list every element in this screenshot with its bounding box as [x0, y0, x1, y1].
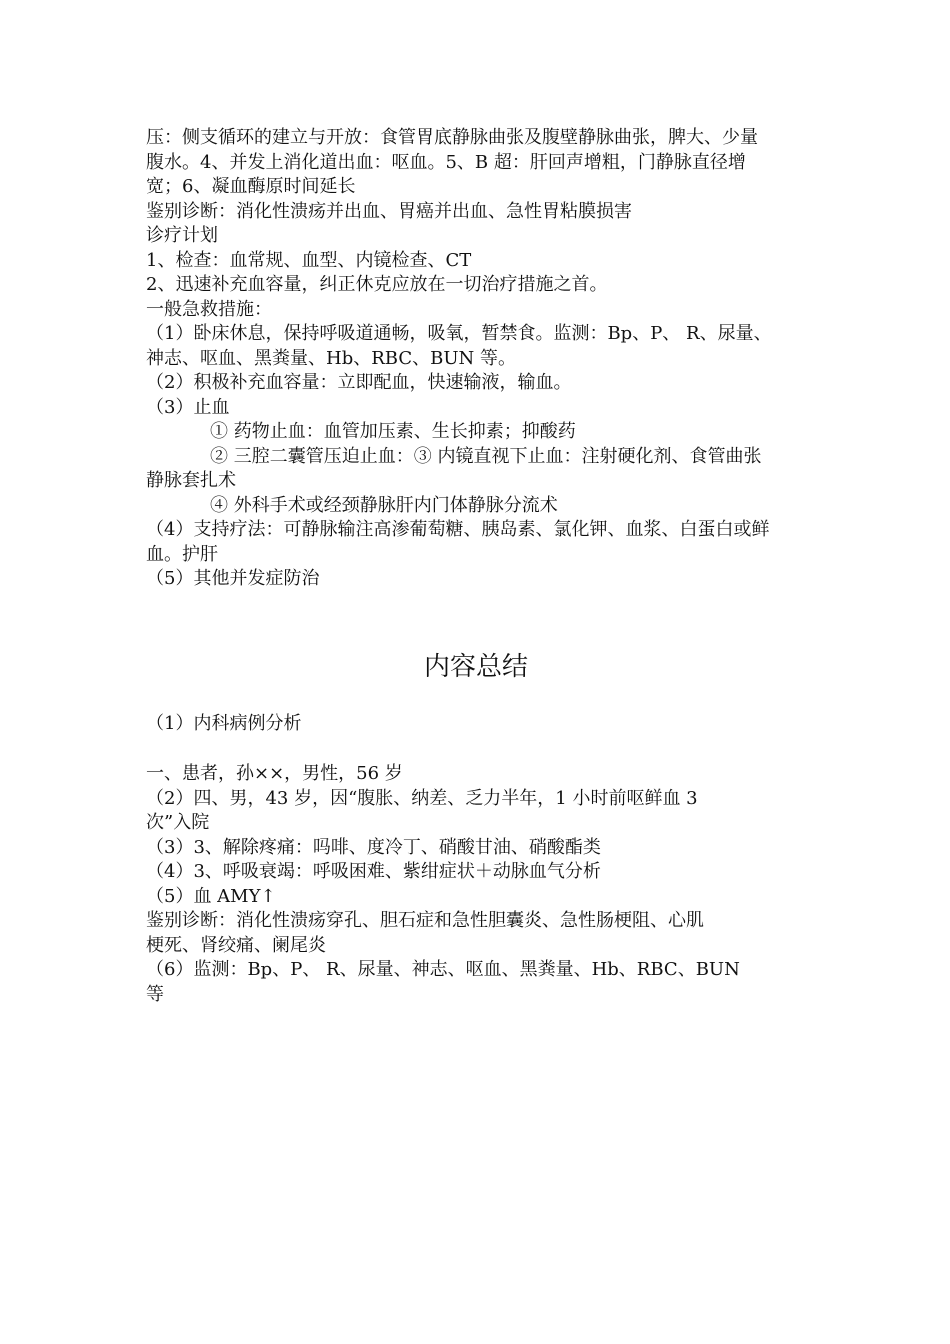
text-line: 血。护肝	[146, 543, 218, 565]
text-line: ② 三腔二囊管压迫止血：③ 内镜直视下止血：注射硬化剂、食管曲张	[210, 445, 762, 467]
text-line: ④ 外科手术或经颈静脉肝内门体静脉分流术	[210, 494, 558, 516]
text-line: （3）止血	[146, 396, 230, 418]
text-line: 静脉套扎术	[146, 470, 236, 491]
text-line: 鉴别诊断：消化性溃疡穿孔、胆石症和急性胆囊炎、急性肠梗阻、心肌	[146, 910, 704, 931]
document-page	[146, 126, 806, 1007]
text-line: （6）监测：Bp、P、 R、尿量、神志、呕血、黑粪量、Hb、RBC、BUN	[146, 959, 740, 980]
text-line: （2）积极补充血容量：立即配血，快速输液，输血。	[146, 372, 572, 393]
text-line: 1、检查：血常规、血型、内镜检查、CT	[146, 249, 472, 271]
text-line: 次”入院	[146, 812, 210, 833]
text-line: 鉴别诊断：消化性溃疡并出血、胃癌并出血、急性胃粘膜损害	[146, 200, 632, 222]
text-line: （2）四、男，43 岁，因“腹胀、纳差、乏力半年，1 小时前呕鲜血 3	[146, 787, 698, 809]
spacer	[146, 736, 806, 762]
text-line: 梗死、肾绞痛、阑尾炎	[146, 934, 326, 956]
text-line: 2、迅速补充血容量，纠正休克应放在一切治疗措施之首。	[146, 274, 608, 295]
text-line: 一、患者，孙××，男性，56 岁	[146, 763, 403, 784]
text-line: （4）3、呼吸衰竭：呼吸困难、紫绀症状＋动脉血气分析	[146, 861, 601, 882]
summary-section	[146, 762, 806, 1007]
summary-subheading: （1）内科病例分析	[146, 712, 302, 734]
text-line: 诊疗计划	[146, 225, 218, 246]
text-line: （5）血 AMY↑	[146, 885, 276, 907]
text-line: 一般急救措施：	[146, 298, 272, 320]
text-line: 等	[146, 983, 164, 1005]
text-line: （5）其他并发症防治	[146, 568, 320, 589]
text-line: （1）卧床休息，保持呼吸道通畅，吸氧，暂禁食。监测：Bp、P、 R、尿量、	[146, 323, 772, 344]
text-line: （3）3、解除疼痛：吗啡、度冷丁、硝酸甘油、硝酸酯类	[146, 836, 601, 858]
text-line: 腹水。4、并发上消化道出血：呕血。5、B 超：肝回声增粗，门静脉直径增	[146, 151, 746, 173]
text-line: 压：侧支循环的建立与开放：食管胃底静脉曲张及腹壁静脉曲张，脾大、少量	[146, 127, 758, 148]
summary-heading: 内容总结	[423, 651, 528, 682]
text-line: ① 药物止血：血管加压素、生长抑素；抑酸药	[210, 421, 576, 442]
text-line: 宽；6、凝血酶原时间延长	[146, 176, 356, 197]
text-line: 神志、呕血、黑粪量、Hb、RBC、BUN 等。	[146, 347, 516, 369]
treatment-plan-section	[146, 126, 806, 592]
text-line: （4）支持疗法：可静脉输注高渗葡萄糖、胰岛素、氯化钾、血浆、白蛋白或鲜	[146, 519, 770, 540]
